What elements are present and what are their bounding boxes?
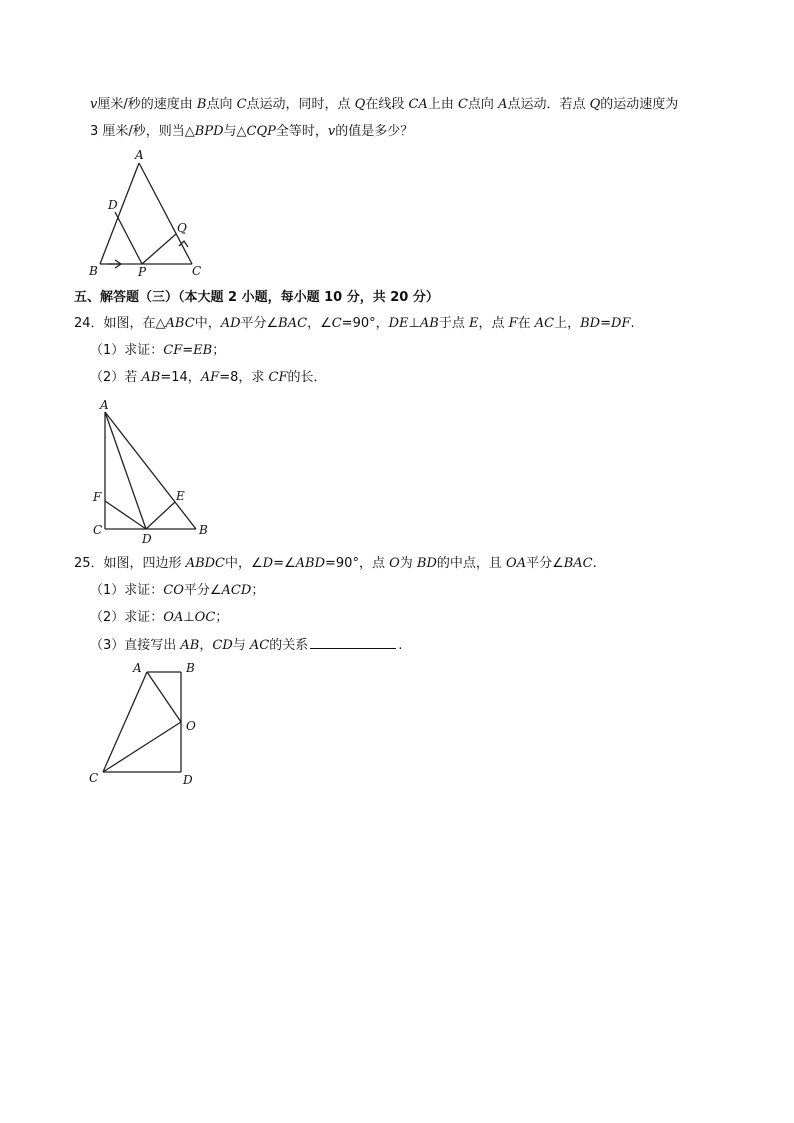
side-AC [103,672,147,772]
label-P: P [138,265,147,279]
q23-figure [80,145,220,285]
q24-stem: 24．如图，在△ABC中，AD平分∠BAC，∠C=90°，DE⊥AB于点 E，点 F在 AC上，BD=DF. [74,316,635,331]
segment-AO [147,672,181,722]
segment-DP [115,212,142,264]
label-C: C [192,264,202,278]
side-AB [105,412,196,529]
label-A: A [100,398,109,412]
label-Q: Q [177,221,187,235]
label-D: D [108,198,118,212]
section-heading: 五、解答题（三）（本大题 2 小题，每小题 10 分，共 20 分） [74,290,439,305]
label-D: D [183,773,193,787]
label-B: B [89,264,98,278]
q25-part-2: （2）求证：OA⊥OC； [90,610,229,625]
label-C: C [89,771,99,785]
q25-stem: 25．如图，四边形 ABDC中，∠D=∠ABD=90°，点 O为 BD的中点，且 OA平分∠BAC. [74,556,597,571]
label-D: D [142,532,152,546]
label-B: B [199,523,208,537]
label-C: C [93,523,103,537]
answer-blank[interactable] [310,636,396,649]
label-B: B [186,661,195,675]
label-A: A [133,661,142,675]
label-E: E [176,489,185,503]
q24-part-1: （1）求证：CF=EB； [90,343,226,358]
q23-text-line-1: v厘米/秒的速度由 B点向 C点运动，同时，点 Q在线段 CA上由 C点向 A点运动．若点 Q的运动速度为 [90,97,679,112]
q24-part-2: （2）若 AB=14，AF=8，求 CF的长． [90,370,327,385]
q23-text-line-2: 3 厘米/秒，则当△BPD与△CQP全等时，v的值是多少？ [90,124,414,139]
label-F: F [93,490,102,504]
q25-part-1: （1）求证：CO平分∠ACD； [90,583,265,598]
q25-part-3: （3）直接写出 AB，CD与 AC的关系 . [90,638,403,653]
segment-FD [105,501,146,529]
q25-figure [85,660,215,795]
side-AB [100,163,139,264]
segment-AD [105,412,146,529]
side-AC [139,163,192,264]
segment-PQ [142,234,176,264]
label-A: A [135,148,144,162]
q24-figure [80,395,230,545]
segment-DE [146,502,175,529]
label-O: O [186,719,196,733]
